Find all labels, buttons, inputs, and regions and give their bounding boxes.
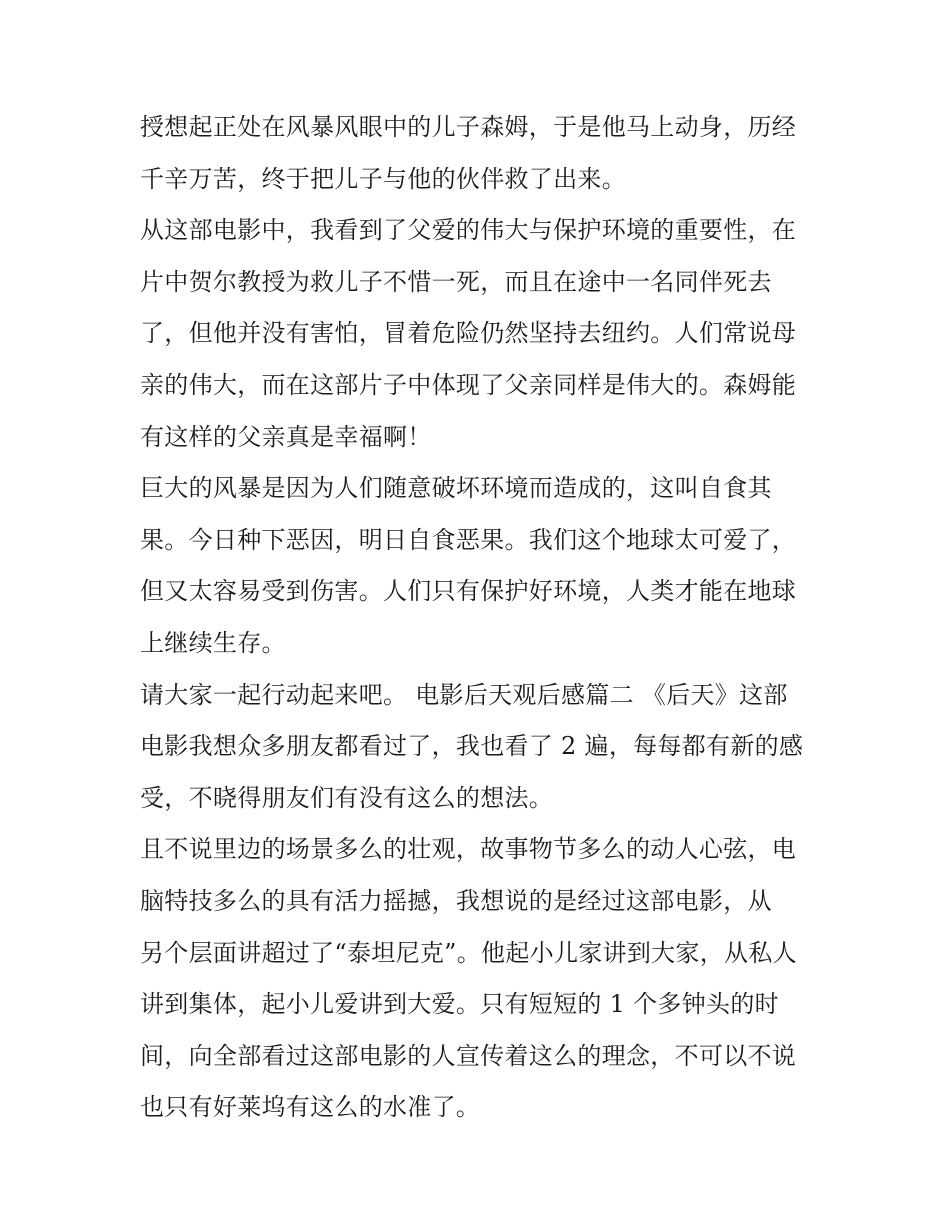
text-line-6: 亲的伟大，而在这部片子中体现了父亲同样是伟大的。森姆能 bbox=[140, 370, 797, 399]
text-line-2: 千辛万苦，终于把儿子与他的伙伴救了出来。 bbox=[140, 164, 626, 193]
text-line-16: 脑特技多么的具有活力摇撼，我想说的是经过这部电影，从 bbox=[140, 886, 772, 915]
text-line-20: 也只有好莱坞有这么的水准了。 bbox=[140, 1093, 481, 1122]
text-line-9: 果。今日种下恶因，明日自食恶果。我们这个地球太可爱了， bbox=[140, 525, 797, 554]
text-line-14: 受，不晓得朋友们有没有这么的想法。 bbox=[140, 783, 554, 812]
text-line-5: 了，但他并没有害怕，冒着危险仍然坚持去纽约。人们常说母 bbox=[140, 319, 797, 348]
text-line-19: 间，向全部看过这部电影的人宣传着这么的理念，不可以不说 bbox=[140, 1041, 797, 1070]
text-line-18: 讲到集体，起小儿爱讲到大爱。只有短短的 1 个多钟头的时 bbox=[140, 990, 779, 1019]
text-line-3: 从这部电影中，我看到了父爱的伟大与保护环境的重要性，在 bbox=[140, 216, 797, 245]
text-line-1: 授想起正处在风暴风眼中的儿子森姆，于是他马上动身，历经 bbox=[140, 113, 797, 141]
document-body bbox=[140, 102, 820, 1134]
text-line-12: 请大家一起行动起来吧。 电影后天观后感篇二 《后天》这部 bbox=[140, 680, 788, 709]
text-line-15: 且不说里边的场景多么的壮观，故事物节多么的动人心弦，电 bbox=[140, 835, 797, 864]
text-line-7: 有这样的父亲真是幸福啊！ bbox=[140, 422, 432, 451]
text-line-8: 巨大的风暴是因为人们随意破坏环境而造成的，这叫自食其 bbox=[140, 474, 772, 503]
text-line-17: 另个层面讲超过了“泰坦尼克”。他起小儿家讲到大家，从私人 bbox=[140, 938, 797, 967]
text-line-10: 但又太容易受到伤害。人们只有保护好环境，人类才能在地球 bbox=[140, 577, 797, 606]
text-line-11: 上继续生存。 bbox=[140, 628, 286, 657]
text-line-13: 电影我想众多朋友都看过了，我也看了 2 遍，每每都有新的感 bbox=[140, 732, 804, 761]
text-line-4: 片中贺尔教授为救儿子不惜一死，而且在途中一名同伴死去 bbox=[140, 267, 772, 296]
